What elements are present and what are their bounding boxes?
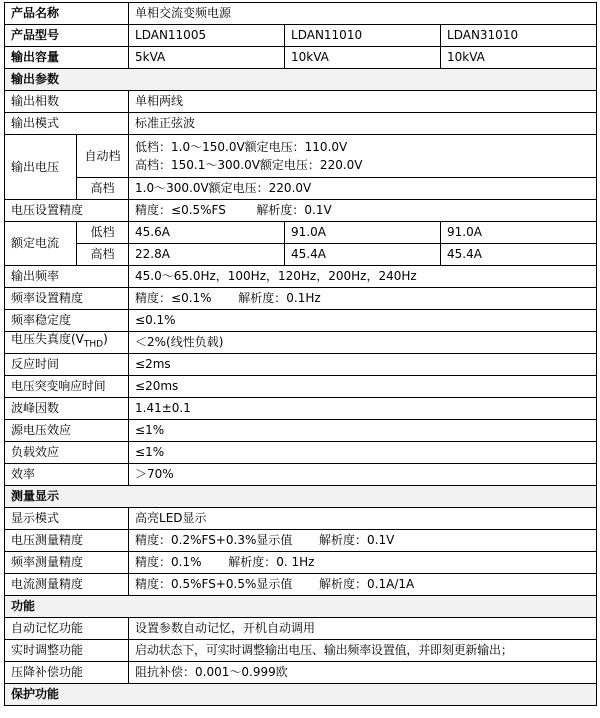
- label-capacity: 输出容量: [5, 47, 129, 69]
- row-thd: [5, 332, 597, 354]
- value-capacity-2: 10kVA: [285, 47, 441, 69]
- label-thd-text: 电压失真度(V: [11, 332, 84, 347]
- label-product-name: 产品名称: [5, 3, 129, 25]
- value-current-measure: 精度：0.5%FS+0.5%显示值 解析度：0.1A/1A: [129, 574, 597, 596]
- row-output-voltage-auto: [5, 135, 597, 178]
- row-auto-memory: [5, 618, 597, 640]
- value-load-effect: ≤1%: [129, 442, 597, 464]
- value-thd: ＜2%(线性负载): [129, 332, 597, 354]
- label-thd-close: ): [103, 332, 108, 347]
- row-current-measure: [5, 574, 597, 596]
- value-voltage-auto: [129, 135, 597, 178]
- label-voltage-measure: 电压测量精度: [5, 530, 129, 552]
- value-auto-memory: 设置参数自动记忆，开机自动调用: [129, 618, 597, 640]
- value-freq-stability: ≤0.1%: [129, 310, 597, 332]
- section-title-display: 测量显示: [5, 486, 597, 508]
- value-voltage-accuracy: 精度：≤0.5%FS 解析度：0.1V: [129, 200, 597, 222]
- value-capacity-1: 5kVA: [129, 47, 285, 69]
- row-output-phase: [5, 91, 597, 113]
- section-functions: [5, 596, 597, 618]
- value-model-2: LDAN11010: [285, 25, 441, 47]
- value-voltage-auto-low: 低档：1.0～150.0V额定电压：110.0V: [135, 140, 348, 154]
- label-realtime-adjust: 实时调整功能: [5, 640, 129, 662]
- spec-table: [4, 2, 597, 706]
- row-crest-factor: [5, 398, 597, 420]
- row-realtime-adjust: [5, 640, 597, 662]
- section-title-output-params: 输出参数: [5, 69, 597, 91]
- row-display-mode: [5, 508, 597, 530]
- row-efficiency: [5, 464, 597, 486]
- value-efficiency: ＞70%: [129, 464, 597, 486]
- label-auto-memory: 自动记忆功能: [5, 618, 129, 640]
- label-voltage-auto: 自动档: [77, 135, 129, 178]
- section-protection: [5, 684, 597, 706]
- value-crest-factor: 1.41±0.1: [129, 398, 597, 420]
- label-voltage-accuracy: 电压设置精度: [5, 200, 129, 222]
- value-frequency-measure: 精度：0.1% 解析度：0. 1Hz: [129, 552, 597, 574]
- value-step-response: ≤20ms: [129, 376, 597, 398]
- label-output-voltage: 输出电压: [5, 135, 77, 200]
- value-current-high-2: 45.4A: [285, 244, 441, 266]
- label-freq-stability: 频率稳定度: [5, 310, 129, 332]
- value-model-1: LDAN11005: [129, 25, 285, 47]
- value-model-3: LDAN31010: [441, 25, 597, 47]
- label-thd-subscript: THD: [83, 339, 104, 350]
- section-display: [5, 486, 597, 508]
- section-output-params: [5, 69, 597, 91]
- label-rated-current: 额定电流: [5, 222, 77, 266]
- row-frequency-measure: [5, 552, 597, 574]
- value-output-phase: 单相两线: [129, 91, 597, 113]
- value-capacity-3: 10kVA: [441, 47, 597, 69]
- label-response-time: 反应时间: [5, 354, 129, 376]
- row-model: [5, 25, 597, 47]
- row-response-time: [5, 354, 597, 376]
- row-load-effect: [5, 442, 597, 464]
- row-capacity: [5, 47, 597, 69]
- value-output-mode: 标准正弦波: [129, 113, 597, 135]
- value-current-low-1: 45.6A: [129, 222, 285, 244]
- value-drop-compensation: 阻抗补偿：0.001～0.999欧: [129, 662, 597, 684]
- value-display-mode: 高亮LED显示: [129, 508, 597, 530]
- label-output-frequency: 输出频率: [5, 266, 129, 288]
- label-step-response: 电压突变响应时间: [5, 376, 129, 398]
- section-title-protection: 保护功能: [5, 684, 597, 706]
- label-model: 产品型号: [5, 25, 129, 47]
- section-title-functions: 功能: [5, 596, 597, 618]
- label-voltage-high: 高档: [77, 178, 129, 200]
- label-thd: [5, 332, 129, 354]
- label-display-mode: 显示模式: [5, 508, 129, 530]
- value-realtime-adjust: 启动状态下，可实时调整输出电压、输出频率设置值，并即刻更新输出；: [129, 640, 597, 662]
- value-response-time: ≤2ms: [129, 354, 597, 376]
- value-freq-accuracy: 精度：≤0.1% 解析度：0.1Hz: [129, 288, 597, 310]
- row-rated-current-low: [5, 222, 597, 244]
- value-voltage-high: 1.0～300.0V额定电压：220.0V: [129, 178, 597, 200]
- row-rated-current-high: [5, 244, 597, 266]
- row-freq-stability: [5, 310, 597, 332]
- row-freq-accuracy: [5, 288, 597, 310]
- row-output-frequency: [5, 266, 597, 288]
- label-current-low: 低档: [77, 222, 129, 244]
- label-crest-factor: 波峰因数: [5, 398, 129, 420]
- value-source-effect: ≤1%: [129, 420, 597, 442]
- label-freq-accuracy: 频率设置精度: [5, 288, 129, 310]
- label-load-effect: 负载效应: [5, 442, 129, 464]
- label-frequency-measure: 频率测量精度: [5, 552, 129, 574]
- value-current-low-3: 91.0A: [441, 222, 597, 244]
- row-output-mode: [5, 113, 597, 135]
- row-drop-compensation: [5, 662, 597, 684]
- value-output-frequency: 45.0～65.0Hz，100Hz，120Hz，200Hz，240Hz: [129, 266, 597, 288]
- value-current-high-1: 22.8A: [129, 244, 285, 266]
- label-output-mode: 输出模式: [5, 113, 129, 135]
- row-voltage-accuracy: [5, 200, 597, 222]
- label-current-high: 高档: [77, 244, 129, 266]
- value-current-high-3: 45.4A: [441, 244, 597, 266]
- row-product-name: [5, 3, 597, 25]
- row-output-voltage-high: [5, 178, 597, 200]
- value-current-low-2: 91.0A: [285, 222, 441, 244]
- label-drop-compensation: 压降补偿功能: [5, 662, 129, 684]
- row-source-effect: [5, 420, 597, 442]
- label-efficiency: 效率: [5, 464, 129, 486]
- label-current-measure: 电流测量精度: [5, 574, 129, 596]
- value-product-name: 单相交流变频电源: [129, 3, 597, 25]
- value-voltage-auto-high: 高档：150.1～300.0V额定电压：220.0V: [135, 158, 363, 172]
- label-source-effect: 源电压效应: [5, 420, 129, 442]
- row-voltage-measure: [5, 530, 597, 552]
- value-voltage-measure: 精度：0.2%FS+0.3%显示值 解析度：0.1V: [129, 530, 597, 552]
- row-step-response: [5, 376, 597, 398]
- label-output-phase: 输出相数: [5, 91, 129, 113]
